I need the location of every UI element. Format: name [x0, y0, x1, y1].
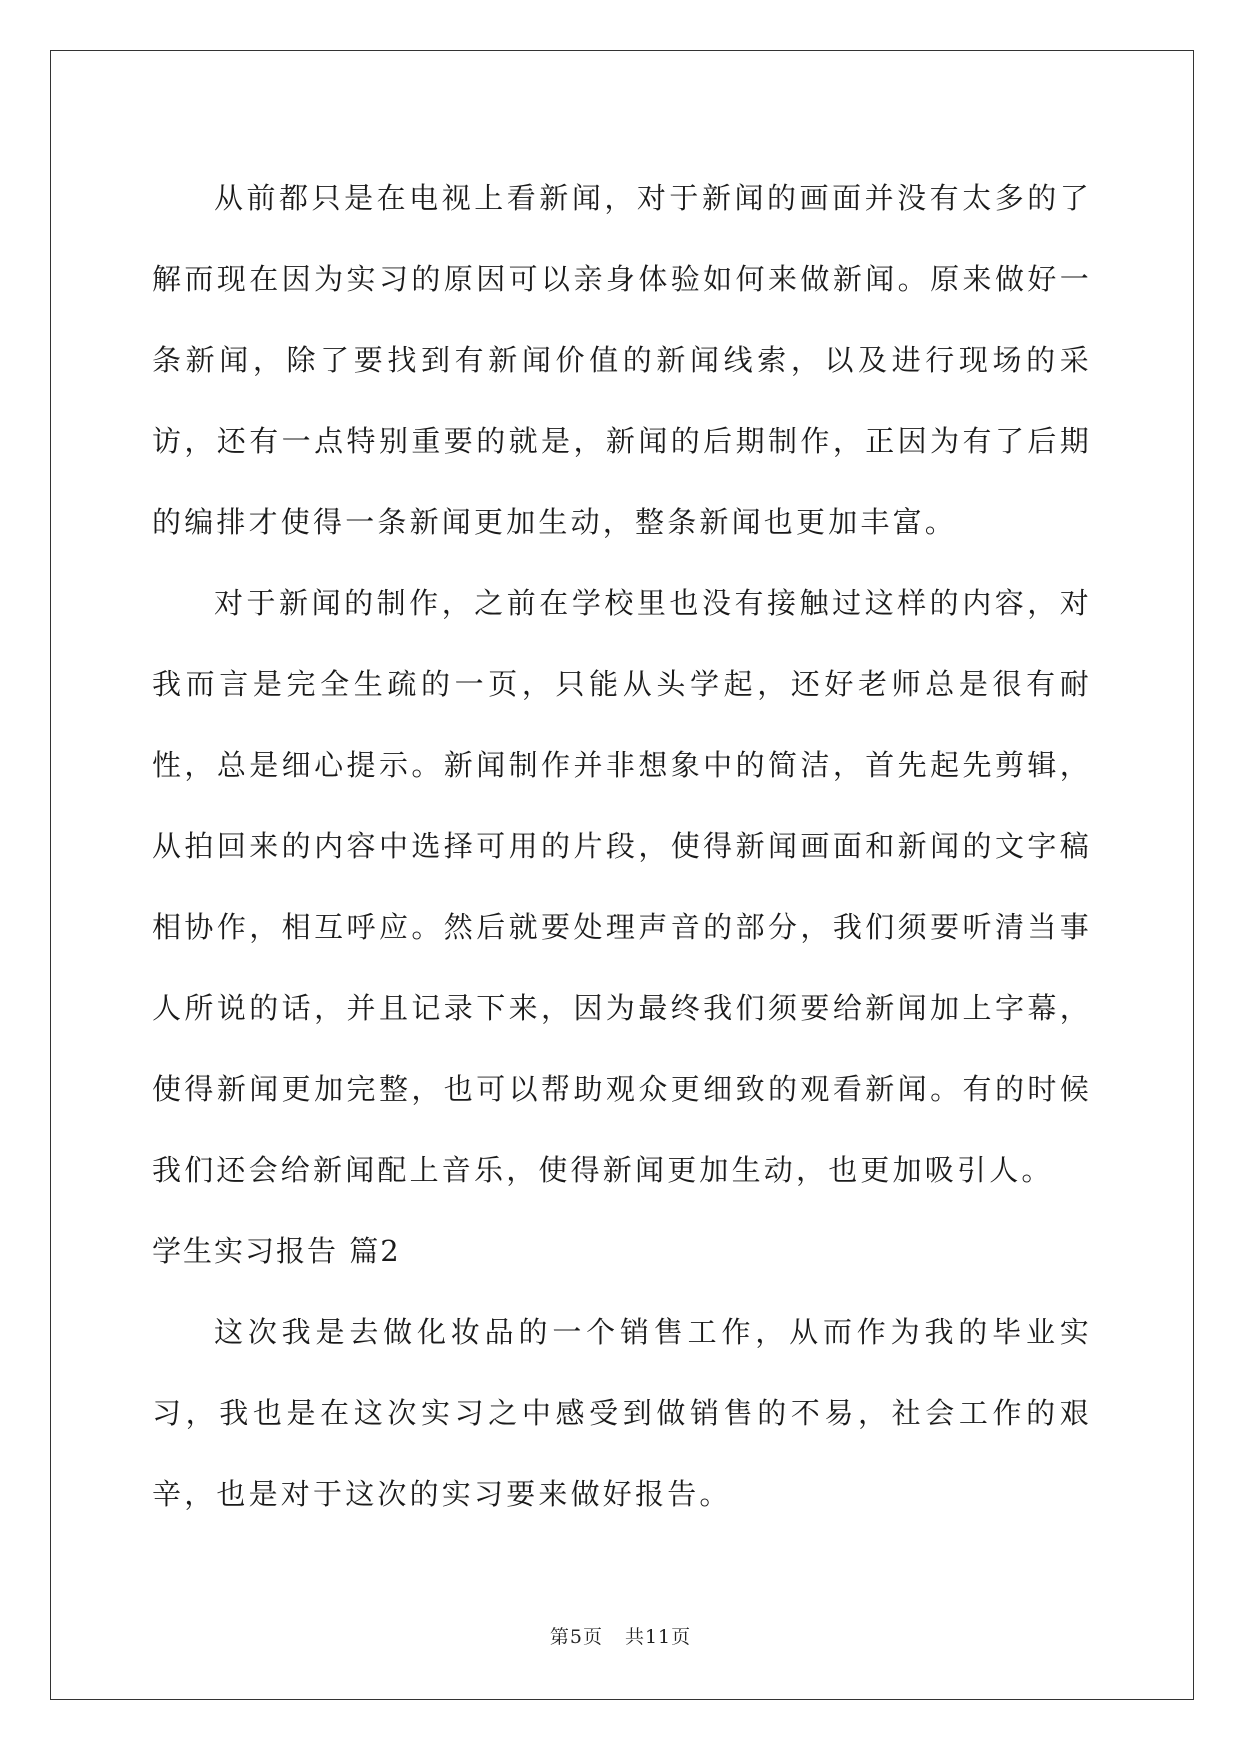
- document-body: [152, 158, 1092, 1535]
- page-number: 第5页: [549, 1626, 603, 1648]
- page-total: 共11页: [624, 1626, 692, 1648]
- paragraph-2: 对于新闻的制作，之前在学校里也没有接触过这样的内容，对我而言是完全生疏的一页，只能从头学起，还好老师总是很有耐性，总是细心提示。新闻制作并非想象中的简洁，首先起先剪辑，从拍回来的内容中选择可用的片段，使得新闻画面和新闻的文字稿相协作，相互呼应。然后就要处理声音的部分，我们须要听清当事人所说的话，并且记录下来，因为最终我们须要给新闻加上字幕，使得新闻更加完整，也可以帮助观众更细致的观看新闻。有的时候我们还会给新闻配上音乐，使得新闻更加生动，也更加吸引人。: [152, 586, 1092, 1187]
- paragraph-3: 这次我是去做化妆品的一个销售工作，从而作为我的毕业实习，我也是在这次实习之中感受到做销售的不易，社会工作的艰辛，也是对于这次的实习要来做好报告。: [152, 1315, 1092, 1511]
- section-heading: 学生实习报告 篇2: [152, 1234, 401, 1268]
- paragraph-1: 从前都只是在电视上看新闻，对于新闻的画面并没有太多的了解而现在因为实习的原因可以亲身体验如何来做新闻。原来做好一条新闻，除了要找到有新闻价值的新闻线索，以及进行现场的采访，还有一点特别重要的就是，新闻的后期制作，正因为有了后期的编排才使得一条新闻更加生动，整条新闻也更加丰富。: [152, 181, 1092, 539]
- page-footer: [0, 1622, 1241, 1649]
